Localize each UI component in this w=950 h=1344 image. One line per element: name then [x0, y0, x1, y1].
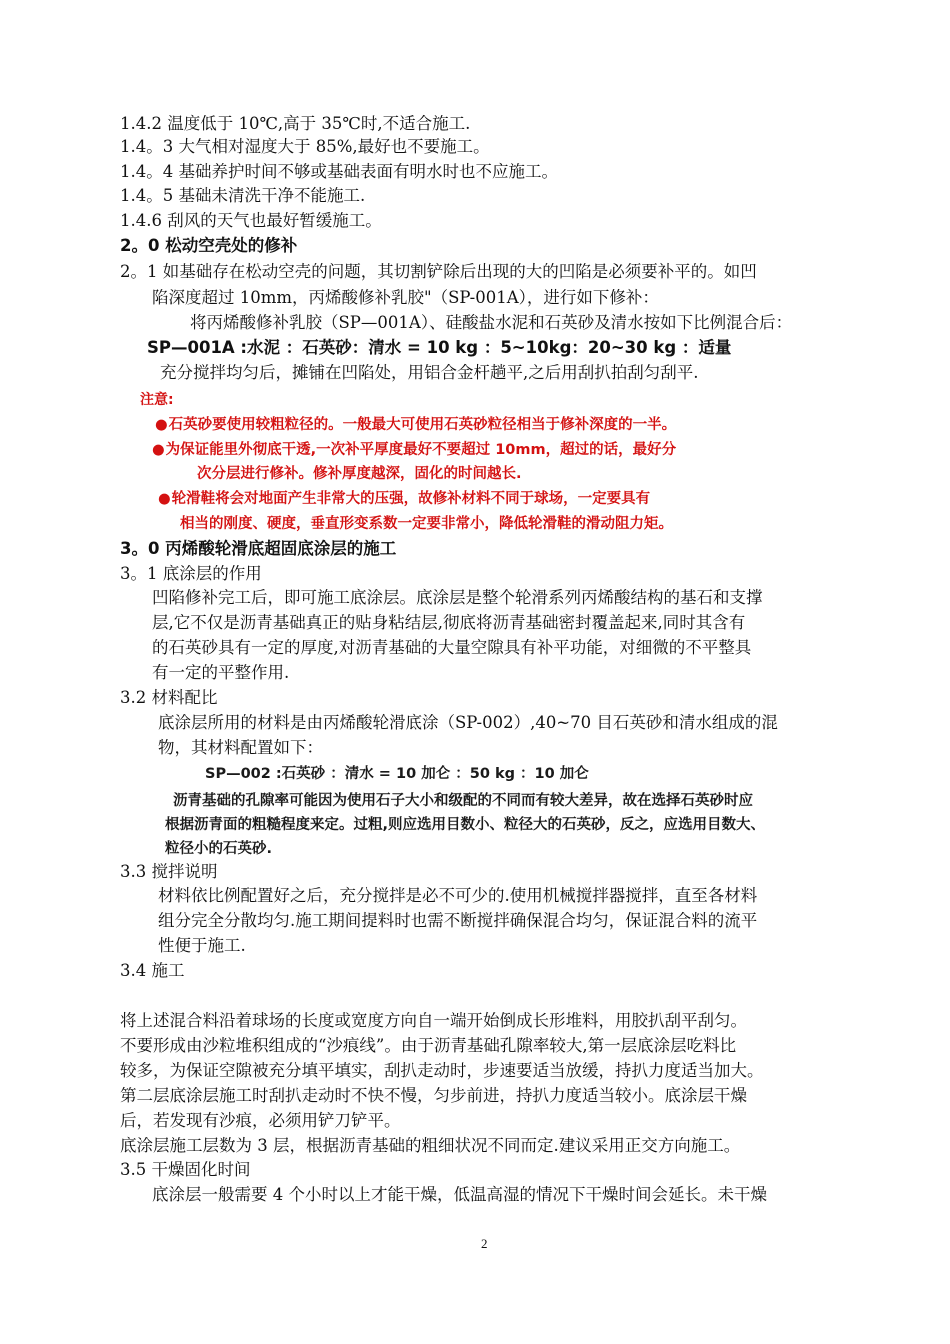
para-1-4-2: 1.4.2 温度低于 10℃,高于 35℃时,不适合施工.: [120, 114, 471, 133]
para-1-4-4: 1.4。4 基础养护时间不够或基础表面有明水时也不应施工。: [120, 162, 558, 181]
heading-3-1: 3。1 底涂层的作用: [120, 564, 262, 583]
note-item-3-cont: 相当的刚度、硬度，垂直形变系数一定要非常小，降低轮滑鞋的滑动阻力矩。: [180, 516, 673, 532]
note-item-1: [155, 414, 676, 436]
para-1-4-3: 1.4。3 大气相对湿度大于 85%,最好也不要施工。: [120, 137, 490, 156]
para-3-1-line3: 的石英砂具有一定的厚度,对沥青基础的大量空隙具有补平功能，对细微的不平整具: [152, 638, 752, 657]
heading-3-5: 3.5 干燥固化时间: [120, 1160, 251, 1179]
note-item-2-text: 为保证能里外彻底干透,一次补平厚度最好不要超过 10mm，超过的话，最好分: [165, 442, 677, 458]
note-item-2: [152, 439, 676, 461]
note-item-3-text: 轮滑鞋将会对地面产生非常大的压强，故修补材料不同于球场，一定要具有: [171, 491, 651, 507]
heading-3-0: 3。0 丙烯酸轮滑底超固底涂层的施工: [120, 539, 397, 558]
para-3-4-line3: 较多，为保证空隙被充分填平填实，刮扒走动时，步速要适当放缓，持扒力度适当加大。: [120, 1061, 764, 1080]
para-3-4-line1: 将上述混合料沿着球场的长度或宽度方向自一端开始倒成长形堆料，用胶扒刮平刮匀。: [120, 1011, 747, 1030]
heading-2-0: 2。0 松动空壳处的修补: [120, 236, 298, 255]
heading-3-2: 3.2 材料配比: [120, 688, 218, 707]
para-3-3-line1: 材料依比例配置好之后，充分搅拌是必不可少的.使用机械搅拌器搅拌，直至各材料: [158, 886, 758, 905]
para-3-1-line4: 有一定的平整作用.: [152, 663, 290, 682]
para-3-3-line2: 组分完全分散均匀.施工期间提料时也需不断搅拌确保混合均匀，保证混合料的流平: [158, 911, 758, 930]
note-item-3: [158, 488, 650, 510]
para-2-1-line3: 将丙烯酸修补乳胶（SP—001A）、硅酸盐水泥和石英砂及清水按如下比例混合后：: [190, 313, 793, 332]
note-item-1-text: 石英砂要使用较粗粒径的。一般最大可使用石英砂粒径相当于修补深度的一半。: [168, 417, 677, 433]
para-3-2-bold-line1: 沥青基础的孔隙率可能因为使用石子大小和级配的不同而有较大差异，故在选择石英砂时应: [173, 793, 753, 809]
formula-sp-002: SP—002 :石英砂 ：清水 = 10 加仑 ：50 kg ：10 加仑: [205, 766, 589, 782]
para-3-4-line2: 不要形成由沙粒堆积组成的“沙痕线”。由于沥青基础孔隙率较大,第一层底涂层吃料比: [120, 1036, 737, 1055]
note-item-2-cont: 次分层进行修补。修补厚度越深，固化的时间越长.: [197, 466, 522, 482]
para-1-4-6: 1.4.6 刮风的天气也最好暂缓施工。: [120, 211, 382, 230]
para-2-1-line1: 2。1 如基础存在松动空壳的问题，其切割铲除后出现的大的凹陷是必须要补平的。如凹: [120, 262, 757, 281]
para-3-4-line5: 后，若发现有沙痕，必须用铲刀铲平。: [120, 1111, 401, 1130]
para-3-1-line2: 层,它不仅是沥青基础真正的贴身粘结层,彻底将沥青基础密封覆盖起来,同时其含有: [152, 613, 746, 632]
bullet-icon: ●: [158, 491, 171, 507]
para-3-3-line3: 性便于施工.: [158, 936, 246, 955]
para-3-1-line1: 凹陷修补完工后，即可施工底涂层。底涂层是整个轮滑系列丙烯酸结构的基石和支撑: [152, 588, 763, 607]
para-3-4-line6: 底涂层施工层数为 3 层，根据沥青基础的粗细状况不同而定.建议采用正交方向施工。: [120, 1136, 741, 1155]
formula-sp-001a: SP—001A :水泥 ：石英砂：清水 = 10 kg ：5~10kg：20~30 kg ：适量: [147, 338, 732, 357]
para-3-2-bold-line3: 粒径小的石英砂.: [165, 841, 273, 857]
para-1-4-5: 1.4。5 基础未清洗干净不能施工.: [120, 186, 366, 205]
note-label: 注意:: [140, 392, 174, 408]
para-3-2-line1: 底涂层所用的材料是由丙烯酸轮滑底涂（SP-002）,40~70 目石英砂和清水组成的混: [158, 713, 778, 732]
para-3-5-line1: 底涂层一般需要 4 个小时以上才能干燥，低温高湿的情况下干燥时间会延长。未干燥: [152, 1185, 767, 1204]
bullet-icon: ●: [152, 442, 165, 458]
heading-3-3: 3.3 搅拌说明: [120, 862, 218, 881]
para-2-1-line4: 充分搅拌均匀后，摊铺在凹陷处，用铝合金杆趟平,之后用刮扒拍刮匀刮平.: [160, 363, 699, 382]
heading-3-4: 3.4 施工: [120, 961, 185, 980]
para-3-4-line4: 第二层底涂层施工时刮扒走动时不快不慢，匀步前进，持扒力度适当较小。底涂层干燥: [120, 1086, 747, 1105]
para-3-2-line2: 物，其材料配置如下：: [158, 738, 323, 757]
para-3-2-bold-line2: 根据沥青面的粗糙程度来定。过粗,则应选用目数小、粒径大的石英砂，反之，应选用目数大、: [165, 817, 766, 833]
para-2-1-line2: 陷深度超过 10mm，丙烯酸修补乳胶"（SP-001A），进行如下修补：: [152, 288, 659, 307]
page-number: 2: [481, 1236, 488, 1251]
bullet-icon: ●: [155, 417, 168, 433]
